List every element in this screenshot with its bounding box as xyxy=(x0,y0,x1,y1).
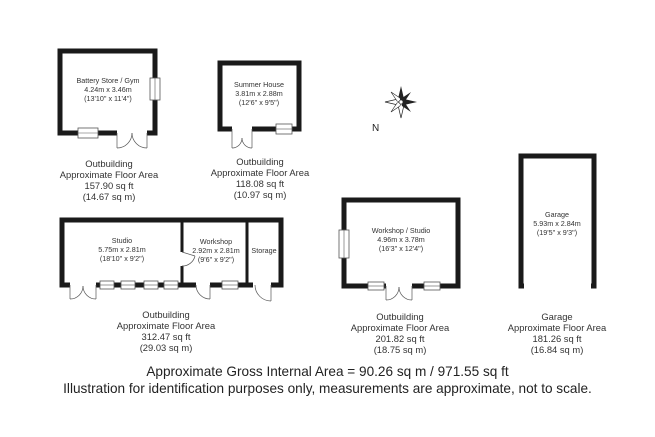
gross-internal-area: Approximate Gross Internal Area = 90.26 sq m / 971.55 sq ft xyxy=(146,364,509,379)
studio-metric: 5.75m x 2.81m xyxy=(98,245,146,254)
garage-name: Garage xyxy=(545,210,569,219)
disclaimer-text: Illustration for identification purposes only, measurements are approximate, not to scale. xyxy=(63,381,592,396)
compass-north-label: N xyxy=(372,123,380,134)
area-caption-battery xyxy=(60,158,159,202)
area-sqft: 157.90 sq ft xyxy=(84,180,134,191)
area-sublabel: Approximate Floor Area xyxy=(350,322,450,333)
area-label: Outbuilding xyxy=(236,156,284,167)
area-caption-summer xyxy=(211,156,310,200)
area-sublabel: Approximate Floor Area xyxy=(507,322,607,333)
studio-imperial: (18'10" x 9'2") xyxy=(99,254,145,263)
battery-store-metric: 4.24m x 3.46m xyxy=(84,85,132,94)
area-sublabel: Approximate Floor Area xyxy=(116,320,216,331)
workshop-studio-room xyxy=(339,200,458,300)
studio-workshop-storage-building xyxy=(62,220,281,301)
area-sublabel: Approximate Floor Area xyxy=(210,167,310,178)
workshop-studio-name: Workshop / Studio xyxy=(371,226,431,235)
area-sublabel: Approximate Floor Area xyxy=(59,169,159,180)
area-sqm: (10.97 sq m) xyxy=(233,189,287,200)
summer-house-room xyxy=(220,63,299,148)
area-sqft: 118.08 sq ft xyxy=(235,178,285,189)
workshop-name: Workshop xyxy=(199,237,233,246)
compass-rose xyxy=(385,86,417,118)
area-sqm: (29.03 sq m) xyxy=(139,342,193,353)
battery-store-name: Battery Store / Gym xyxy=(76,76,140,85)
area-label: Outbuilding xyxy=(85,158,133,169)
summer-house-name: Summer House xyxy=(234,80,284,89)
area-sqm: (18.75 sq m) xyxy=(373,344,427,355)
area-sqft: 312.47 sq ft xyxy=(141,331,191,342)
summer-house-metric: 3.81m x 2.88m xyxy=(235,89,283,98)
area-caption-workshop-studio xyxy=(351,311,450,355)
studio-name: Studio xyxy=(111,236,133,245)
area-sqm: (16.84 sq m) xyxy=(530,344,584,355)
area-sqm: (14.67 sq m) xyxy=(82,191,136,202)
area-label: Outbuilding xyxy=(376,311,424,322)
storage-name: Storage xyxy=(251,246,277,255)
summer-house-imperial: (12'6" x 9'5") xyxy=(238,98,280,107)
area-sqft: 201.82 sq ft xyxy=(375,333,425,344)
area-sqft: 181.26 sq ft xyxy=(532,333,582,344)
area-caption-studio-block xyxy=(117,309,216,353)
area-label: Garage xyxy=(541,311,573,322)
garage-room xyxy=(521,156,594,286)
workshop-studio-imperial: (16'3" x 12'4") xyxy=(378,244,424,253)
workshop-imperial: (9'6" x 9'2") xyxy=(197,255,235,264)
battery-store-room xyxy=(60,51,160,148)
area-label: Outbuilding xyxy=(142,309,190,320)
garage-metric: 5.93m x 2.84m xyxy=(533,219,581,228)
area-caption-garage xyxy=(508,311,607,355)
workshop-studio-metric: 4.96m x 3.78m xyxy=(377,235,425,244)
battery-store-imperial: (13'10" x 11'4") xyxy=(84,94,132,103)
garage-imperial: (19'5" x 9'3") xyxy=(536,228,578,237)
workshop-metric: 2.92m x 2.81m xyxy=(192,246,240,255)
